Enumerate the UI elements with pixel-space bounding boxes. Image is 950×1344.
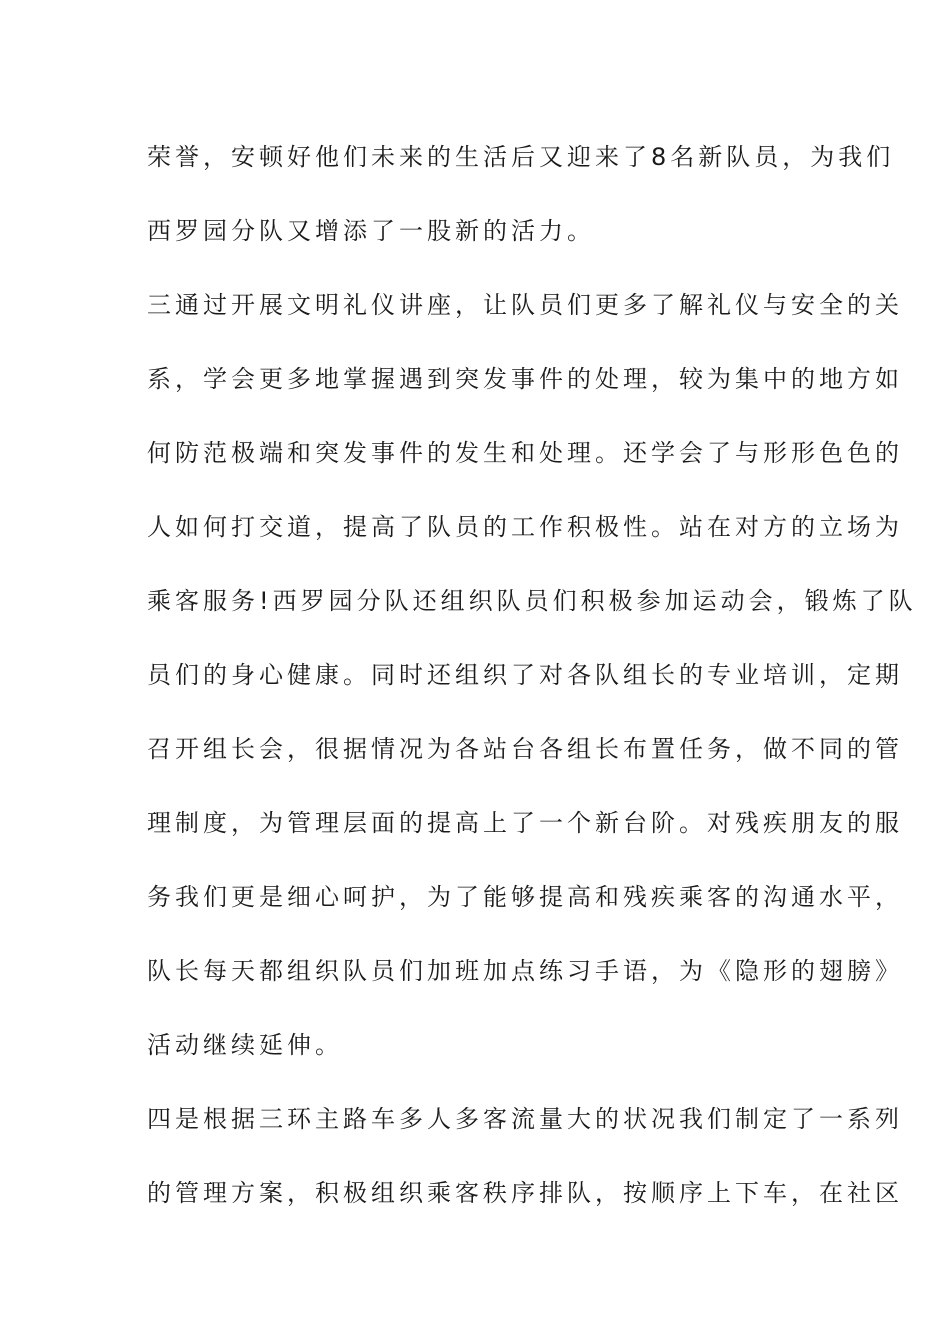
text-line: 乘客服务!西罗园分队还组织队员们积极参加运动会，锻炼了队 — [147, 587, 917, 615]
text-line: 员们的身心健康。同时还组织了对各队组长的专业培训，定期 — [147, 661, 903, 689]
text-line: 四是根据三环主路车多人多客流量大的状况我们制定了一系列 — [147, 1105, 903, 1133]
text-line: 的管理方案，积极组织乘客秩序排队，按顺序上下车，在社区 — [147, 1179, 903, 1207]
text-line: 队长每天都组织队员们加班加点练习手语，为《隐形的翅膀》 — [147, 957, 903, 985]
text-line: 人如何打交道，提高了队员的工作积极性。站在对方的立场为 — [147, 513, 903, 541]
text-line: 活动继续延伸。 — [147, 1031, 343, 1059]
text-line: 三通过开展文明礼仪讲座，让队员们更多了解礼仪与安全的关 — [147, 291, 903, 319]
text-line: 西罗园分队又增添了一股新的活力。 — [147, 217, 595, 245]
text-line: 系，学会更多地掌握遇到突发事件的处理，较为集中的地方如 — [147, 365, 903, 393]
text-line: 何防范极端和突发事件的发生和处理。还学会了与形形色色的 — [147, 439, 903, 467]
text-line: 理制度，为管理层面的提高上了一个新台阶。对残疾朋友的服 — [147, 809, 903, 837]
text-line: 召开组长会，很据情况为各站台各组长布置任务，做不同的管 — [147, 735, 903, 763]
text-line: 荣誉，安顿好他们未来的生活后又迎来了8名新队员，为我们 — [147, 143, 895, 171]
body-text — [147, 128, 917, 1238]
text-line: 务我们更是细心呵护，为了能够提高和残疾乘客的沟通水平， — [147, 883, 903, 911]
